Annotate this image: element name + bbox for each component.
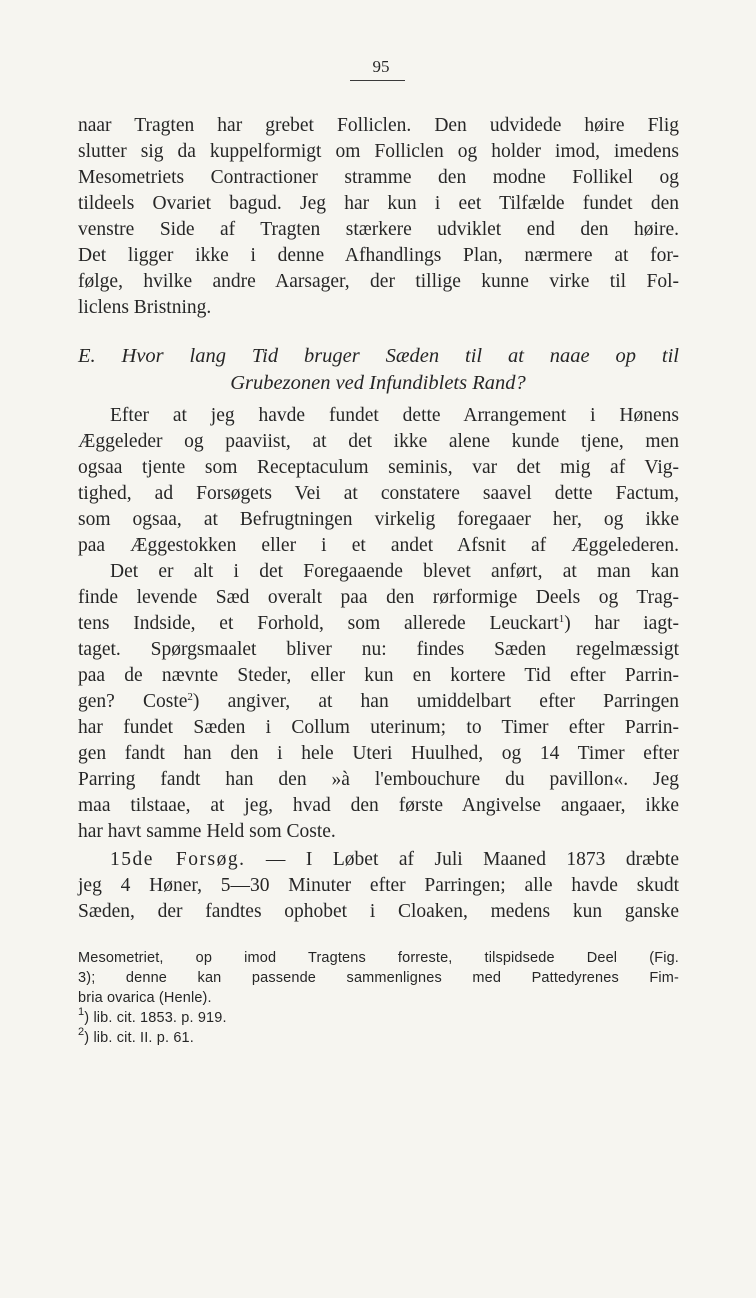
page-number-rule <box>350 80 405 81</box>
body-line: venstre Side af Tragten stærkere udviklet end den høire. <box>78 219 679 240</box>
body-line: Sæden, der fandtes ophobet i Cloaken, medens kun ganske <box>78 901 679 922</box>
body-line: Parring fandt han den »à l'embouchure du pavillon«. Jeg <box>78 769 679 790</box>
body-line: paa Æggestokken eller i et andet Afsnit af Æggelederen. <box>78 535 679 556</box>
body-line: Mesometriets Contractioner stramme den modne Follikel og <box>78 167 679 188</box>
footnote-line: 3); denne kan passende sammenlignes med Pattedyrenes Fim- <box>78 970 679 986</box>
body-line: Det er alt i det Foregaaende blevet anført, at man kan <box>110 561 679 582</box>
reference-2 <box>78 1028 679 1048</box>
footnote-line: Mesometriet, op imod Tragtens forreste, tilspidsede Deel (Fig. <box>78 950 679 966</box>
body-line: ogsaa tjente som Receptaculum seminis, var det mig af Vig- <box>78 457 679 478</box>
body-text: ) angiver, at han umiddelbart efter Parringen <box>192 691 679 712</box>
footnote-mark: 2 <box>187 691 193 703</box>
body-line: jeg 4 Høner, 5—30 Minuter efter Parringen; alle havde skudt <box>78 875 679 896</box>
body-line: tighed, ad Forsøgets Vei at constatere saavel dette Factum, <box>78 483 679 504</box>
body-line: gen fandt han den i hele Uteri Huulhed, og 14 Timer efter <box>78 743 679 764</box>
body-line: følge, hvilke andre Aarsager, der tillige kunne virke til Fol- <box>78 271 679 292</box>
body-line: som ogsaa, at Befrugtningen virkelig foregaaer her, og ikke <box>78 509 679 530</box>
section-heading: E. Hvor lang Tid bruger Sæden til at naae op til <box>78 345 679 367</box>
body-line: slutter sig da kuppelformigt om Folliclen og holder imod, imedens <box>78 141 679 162</box>
body-line: har fundet Sæden i Collum uterinum; to Timer efter Parrin- <box>78 717 679 738</box>
footnote-mark: 1 <box>558 613 565 625</box>
body-line: tildeels Ovariet bagud. Jeg har kun i eet Tilfælde fundet den <box>78 193 679 214</box>
body-line: liclens Bristning. <box>78 297 212 318</box>
body-text: — I Løbet af Juli Maaned 1873 dræbte <box>245 849 679 870</box>
body-line: naar Tragten har grebet Folliclen. Den udvidede høire Flig <box>78 115 679 136</box>
body-line: maa tilstaae, at jeg, hvad den første Angivelse angaaer, ikke <box>78 795 679 816</box>
footnote-line: bria ovarica (Henle). <box>78 990 212 1006</box>
page-number: 95 <box>372 57 390 76</box>
experiment-label: 15de Forsøg. <box>110 849 246 870</box>
body-line-leuckart <box>78 612 679 636</box>
body-line: Efter at jeg havde fundet dette Arrangement i Hønens <box>110 405 679 426</box>
section-heading-line-2: Grubezonen ved Infundiblets Rand? <box>230 372 526 394</box>
experiment-line <box>110 848 679 872</box>
body-line: Æggeleder og paaviist, at det ikke alene kunde tjene, men <box>78 431 679 452</box>
reference-mark: 1 <box>78 1006 85 1018</box>
body-line: har havt samme Held som Coste. <box>78 821 336 842</box>
body-text: tens Indside, et Forhold, som allerede Leuckart <box>78 613 559 634</box>
reference-mark: 2 <box>78 1026 85 1038</box>
body-line-coste <box>78 690 679 714</box>
body-text: ) har iagt- <box>564 613 679 634</box>
reference-1 <box>78 1008 679 1028</box>
body-text: gen? Coste <box>78 691 188 712</box>
body-line: finde levende Sæd overalt paa den rørformige Deels og Trag- <box>78 587 679 608</box>
body-line: paa de nævnte Steder, eller kun en kortere Tid efter Parrin- <box>78 665 679 686</box>
body-line: taget. Spørgsmaalet bliver nu: findes Sæden regelmæssigt <box>78 639 679 660</box>
body-line: Det ligger ikke i denne Afhandlings Plan, nærmere at for- <box>78 245 679 266</box>
reference-text: ) lib. cit. II. p. 61. <box>84 1030 194 1046</box>
reference-text: ) lib. cit. 1853. p. 919. <box>84 1010 227 1026</box>
